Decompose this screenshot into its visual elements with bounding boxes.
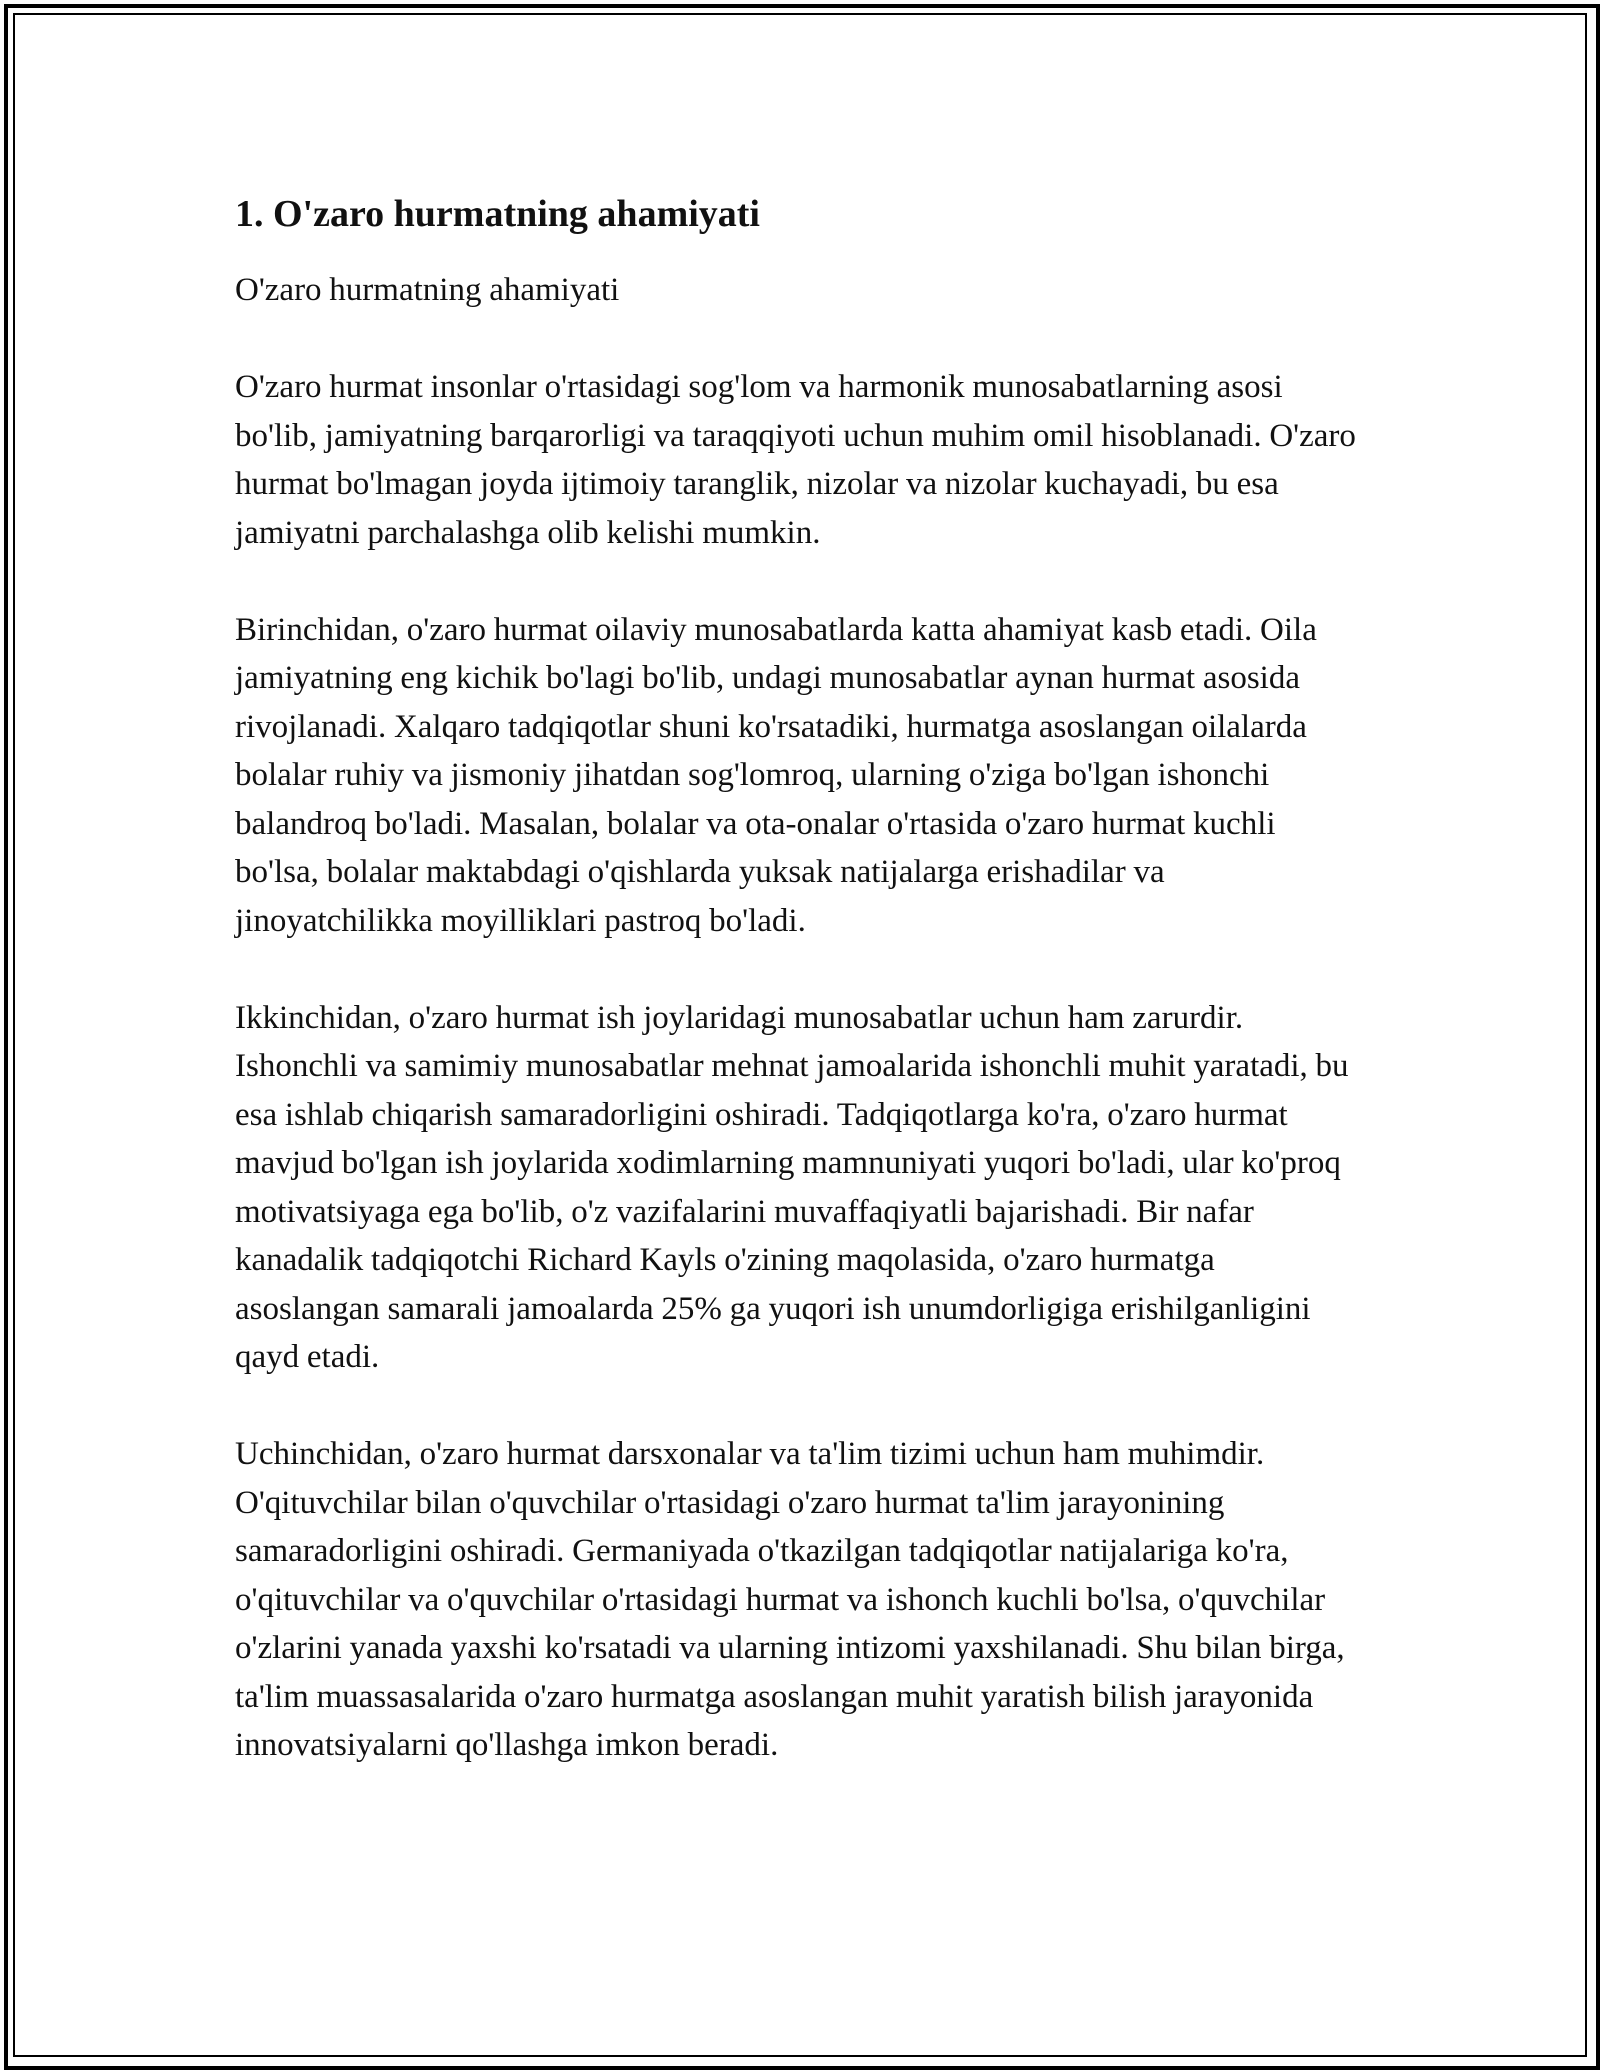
paragraph-workplace: Ikkinchidan, o'zaro hurmat ish joylaridagi munosabatlar uchun ham zarurdir. Ishonchli va samimiy munosabatlar mehnat jamoalarida ishonchli muhit yaratadi, bu esa ishlab chiqarish samaradorligini oshiradi. Tadqiqotlarga ko'ra, o'zaro hurmat mavjud bo'lgan ish joylarida xodimlarning mamnuniyati yuqori bo'ladi, ular ko'proq motivatsiyaga ega bo'lib, o'z vazifalarini muvaffaqiyatli bajarishadi. Bir nafar kanadalik tadqiqotchi Richard Kayls o'zining maqolasida, o'zaro hurmatga asoslangan samarali jamoalarda 25% ga yuqori ish unumdorligiga erishilganligini qayd etadi.: [235, 999, 1349, 1375]
document-body: [235, 186, 1365, 1770]
paragraph-education: Uchinchidan, o'zaro hurmat darsxonalar va ta'lim tizimi uchun ham muhimdir. O'qituvchilar bilan o'quvchilar o'rtasidagi o'zaro hurmat ta'lim jarayonining samaradorligini oshiradi. Germaniyada o'tkazilgan tadqiqotlar natijalariga ko'ra, o'qituvchilar va o'quvchilar o'rtasidagi hurmat va ishonch kuchli bo'lsa, o'quvchilar o'zlarini yanada yaxshi ko'rsatadi va ularning intizomi yaxshilanadi. Shu bilan birga, ta'lim muassasalarida o'zaro hurmatga asoslangan muhit yaratish bilish jarayonida innovatsiyalarni qo'llashga imkon beradi.: [235, 1436, 1345, 1763]
paragraph-intro: O'zaro hurmat insonlar o'rtasidagi sog'lom va harmonik munosabatlarning asosi bo'lib, jamiyatning barqarorligi va taraqqiyoti uchun muhim omil hisoblanadi. O'zaro hurmat bo'lmagan joyda ijtimoiy taranglik, nizolar va nizolar kuchayadi, bu esa jamiyatni parchalashga olib kelishi mumkin.: [235, 369, 1356, 551]
paragraph-subtitle: O'zaro hurmatning ahamiyati: [235, 272, 620, 308]
paragraph-family: Birinchidan, o'zaro hurmat oilaviy munosabatlarda katta ahamiyat kasb etadi. Oila jamiyatning eng kichik bo'lagi bo'lib, undagi munosabatlar aynan hurmat asosida rivojlanadi. Xalqaro tadqiqotlar shuni ko'rsatadiki, hurmatga asoslangan oilalarda bolalar ruhiy va jismoniy jihatdan sog'lomroq, ularning o'ziga bo'lgan ishonchi balandroq bo'ladi. Masalan, bolalar va ota-onalar o'rtasida o'zaro hurmat kuchli bo'lsa, bolalar maktabdagi o'qishlarda yuksak natijalarga erishadilar va jinoyatchilikka moyilliklari pastroq bo'ladi.: [235, 611, 1317, 939]
section-heading: 1. O'zaro hurmatning ahamiyati: [235, 193, 760, 235]
